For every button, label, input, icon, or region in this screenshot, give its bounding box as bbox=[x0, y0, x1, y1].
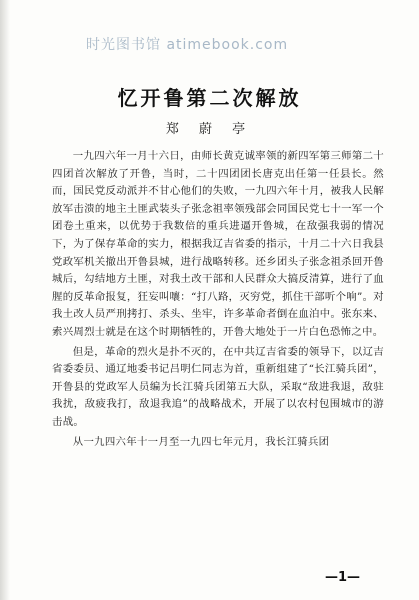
watermark bbox=[86, 34, 288, 54]
paragraph: 但是，革命的烈火是扑不灭的，在中共辽吉省委的领导下，以辽吉省委委员、通辽地委书记吕明仁同志为首，重新组建了“长江骑兵团”，开鲁县的党政军人员编为长江骑兵团第五大队，采取“敌进我退，敌驻我扰，敌疲我打，敌退我追”的战略战术，开展了以农村包围城市的游击战。 bbox=[52, 345, 384, 428]
watermark-text: 时光图书馆 bbox=[86, 37, 161, 53]
paragraph: 一九四六年一月十六日，由师长黄克诚率领的新四军第三师第二十四团首次解放了开鲁，当时，二十四团团长唐克出任第一任县长。然而，国民党反动派并不甘心他们的失败，一九四六年十月，被我人民解放军击溃的地主土匪武装头子张念祖率领残部会同国民党七十一军一个团卷土重来，以优势于我数倍的重兵进逼开鲁城，在敌强我弱的情况下，为了保存革命的实力，根据我辽吉省委的指示，十月二十六日我县党政军机关撤出开鲁县城，进行战略转移。还乡团头子张念祖杀回开鲁城后，勾结地方土匪，对我土改干部和人民群众大搞反清算，进行了血腥的反革命报复，狂妄叫嚷：“打八路，灭穷党，抓住干部听个响”。对我土改人员严刑拷打、杀头、坐牢，许多革命者倒在血泊中。张东来、索兴周烈士就是在这个时期牺牲的，开鲁大地处于一片白色恐怖之中。 bbox=[52, 150, 384, 338]
article-author: 郑 蔚 亭 bbox=[165, 122, 254, 137]
paragraph: 从一九四六年十一月至一九四七年元月，我长江骑兵团 bbox=[72, 435, 330, 448]
watermark-site: atimebook.com bbox=[166, 37, 289, 53]
page-number: —1— bbox=[325, 570, 361, 585]
article-title: 忆开鲁第二次解放 bbox=[117, 86, 302, 110]
article-body bbox=[52, 148, 384, 451]
